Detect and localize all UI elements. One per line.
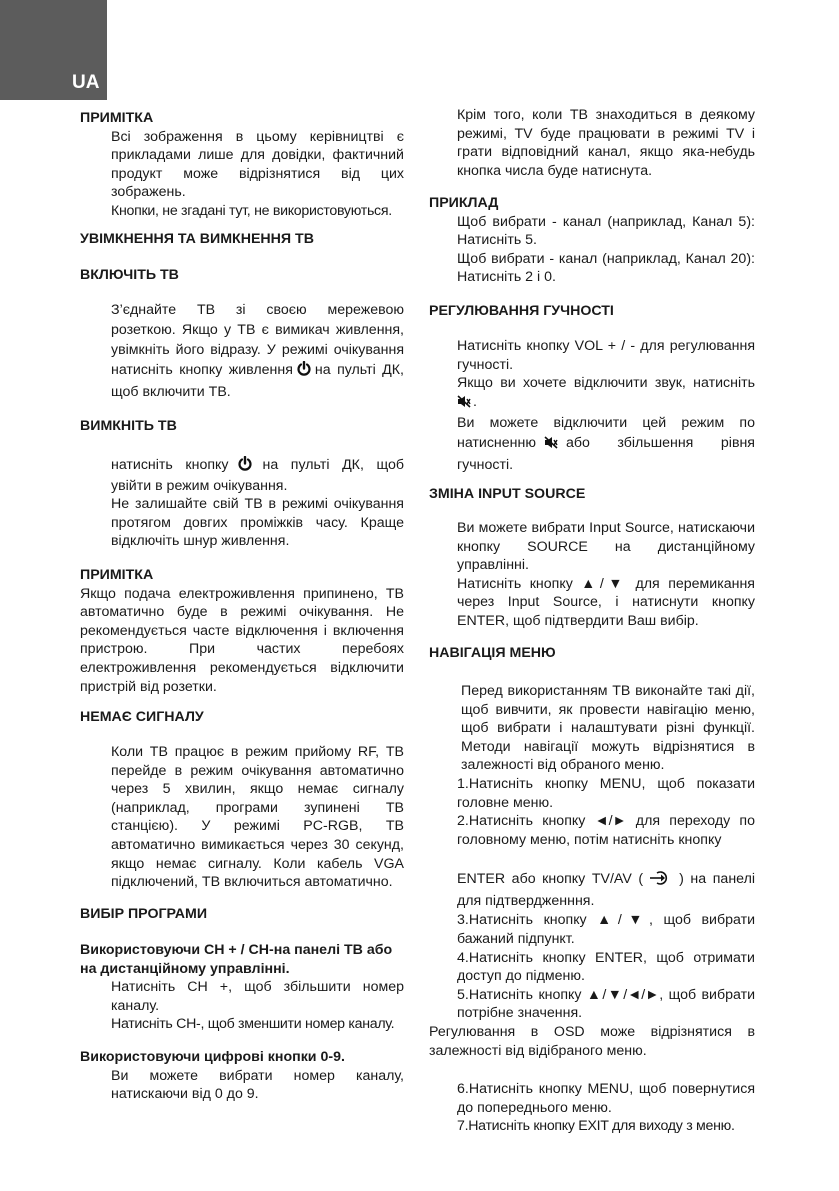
turn-off-heading: ВИМКНІТЬ ТВ: [80, 418, 177, 434]
mute-icon: [544, 435, 558, 455]
input-source-icon: [649, 871, 671, 891]
ch-plus-text: Натисніть CH +, щоб збільшити номер каналу.: [111, 979, 404, 1014]
mute-icon: [457, 395, 471, 414]
note-text: Якщо подача електроживлення припинено, ТВ автоматично буде в режимі очікування. Не рекомендується часте відключення і включення пристрою. При частих перебоях електроживлення рекомендується відключити пристрій від розетки.: [80, 585, 404, 695]
example-heading: ПРИКЛАД: [429, 195, 499, 211]
menu-step-2-cont-b: ) на панелі для підтвердженння.: [457, 871, 755, 910]
volume-text-2-end: .: [473, 393, 477, 410]
volume-text-3b: або збільшення рівня гучності.: [457, 435, 755, 474]
note-heading: ПРИМІТКА: [80, 110, 154, 126]
menu-step-3: 3.Натисніть кнопку ▲/▼, щоб вибрати бажаний підпункт.: [457, 912, 755, 947]
menu-step-6: 6.Натисніть кнопку MENU, щоб повернутися до попереднього меню.: [457, 1081, 755, 1116]
input-source-text-block: [429, 519, 755, 631]
volume-text-3a: Ви можете відключити цей режим по натисненню: [457, 415, 755, 452]
turn-off-text-a: натисніть кнопку: [111, 457, 229, 473]
menu-step-4: 4.Натисніть кнопку ENTER, щоб отримати доступ до підменю.: [457, 949, 755, 985]
note-block: [80, 109, 404, 221]
note-heading: ПРИМІТКА: [80, 567, 154, 583]
no-signal-text-block: [80, 743, 404, 892]
volume-text-2: Якщо ви хочете відключити звук, натисніть: [457, 375, 755, 392]
no-signal-text: Коли ТВ працює в режим прийому RF, ТВ перейде в режим очікування автоматично через 5 хвилин, якщо немає сигналу (наприклад, програми зупинені ТВ станцією). У режимі PC-RGB, ТВ автоматично вимикається через 30 секунд, якщо немає сигналу. Коли кабель VGA підключений, ТВ включиться автоматично.: [111, 744, 404, 891]
menu-step-5: 5.Натисніть кнопку ▲/▼/◄/►, щоб вибрати потрібне значення.: [457, 986, 755, 1022]
turn-off-text-b: на пульті ДК, щоб увійти в режим очікування.: [111, 457, 404, 494]
ch-buttons-block: [80, 941, 404, 1034]
note-text-buttons: Кнопки, не згадані тут, не використовуються.: [111, 202, 392, 219]
digit-buttons-block: [80, 1048, 404, 1104]
turn-off-warning: Не залишайте свій ТВ в режимі очікування протягом довгих проміжків часу. Краще відключіть шнур живлення.: [111, 496, 404, 550]
power-icon: [297, 361, 311, 382]
turn-on-text-b: на пульті ДК, щоб включити ТВ.: [111, 362, 404, 400]
turn-on-text-a: З’єднайте ТВ зі своєю мережевою розеткою. Якщо у ТВ є вимикач живлення, увімкніть його відразу. У режимі очікування натисніть кнопку живлення: [111, 302, 404, 378]
menu-navigation-heading: НАВІГАЦІЯ МЕНЮ: [429, 645, 556, 661]
program-select-heading: ВИБІР ПРОГРАМИ: [80, 906, 208, 922]
turn-on-text: [80, 300, 404, 402]
ch-buttons-subheading: Використовуючи CH + / CH-на панелі ТВ або на дистанційному управлінні.: [80, 942, 393, 977]
input-source-heading: ЗМІНА INPUT SOURCE: [429, 486, 586, 502]
example-text-2: Щоб вибрати - канал (наприклад, Канал 20): Натисніть 2 і 0.: [457, 250, 755, 286]
input-source-text-2: Натисніть кнопку ▲/▼ для перемикання через Input Source, і натиснути кнопку ENTER, щоб підтвердити Ваш вибір.: [457, 575, 755, 629]
volume-heading: РЕГУЛЮВАННЯ ГУЧНОСТІ: [429, 303, 614, 319]
example-text-1: Щоб вибрати - канал (наприклад, Канал 5): Натисніть 5.: [457, 213, 755, 249]
volume-text-block: [429, 337, 755, 475]
power-section-heading: УВІМКНЕННЯ ТА ВИМКНЕННЯ ТВ: [80, 231, 314, 247]
menu-osd-note: Регулювання в OSD може відрізнятися в залежності від відібраного меню.: [429, 1023, 755, 1059]
menu-step-7: 7.Натисніть кнопку EXIT для виходу з меню.: [457, 1118, 735, 1135]
note-block-2: [80, 566, 404, 696]
menu-step-2: 2.Натисніть кнопку ◄/► для переходу по головному меню, потім натисніть кнопку: [457, 813, 755, 848]
menu-step-1: 1.Натисніть кнопку MENU, щоб показати головне меню.: [457, 775, 755, 811]
digit-buttons-subheading: Використовуючи цифрові кнопки 0-9.: [80, 1049, 345, 1065]
menu-navigation-intro: Перед використанням ТВ виконайте такі дії, щоб вивчити, як провести навігацію меню, щоб вибрати і налаштувати різні функції. Методи навігації можуть відрізнятися в залежності від обраного меню.: [461, 683, 755, 774]
menu-step-2-cont-a: ENTER або кнопку TV/AV (: [457, 871, 644, 888]
note-text: Всі зображення в цьому керівництві є прикладами лише для довідки, фактичний продукт може відрізнятися від цих зображень.: [111, 128, 404, 201]
example-block: [429, 194, 755, 287]
volume-text-1: Натисніть кнопку VOL + / - для регулювання гучності.: [457, 338, 755, 373]
turn-off-text: [80, 456, 404, 551]
input-source-text-1: Ви можете вибрати Input Source, натискаючи кнопку SOURCE на дистанційному управлінні.: [457, 520, 755, 574]
numbers-continued-block: [429, 106, 755, 180]
power-icon: [238, 456, 252, 477]
numbers-continued-text: Крім того, коли ТВ знаходиться в деякому режимі, TV буде працювати в режимі TV і грати відповідний канал, якщо яка-небудь кнопка числа буде натиснута.: [457, 107, 755, 179]
digit-buttons-text: Ви можете вибрати номер каналу, натискаючи від 0 до 9.: [111, 1067, 404, 1103]
turn-on-heading: ВКЛЮЧІТЬ ТВ: [80, 267, 179, 283]
no-signal-heading: НЕМАЄ СИГНАЛУ: [80, 709, 204, 725]
language-label: UA: [72, 72, 100, 93]
language-tab: [0, 0, 107, 100]
menu-navigation-block: [429, 682, 755, 1136]
ch-minus-text: Натисніть CH-, щоб зменшити номер каналу.: [111, 1016, 395, 1033]
